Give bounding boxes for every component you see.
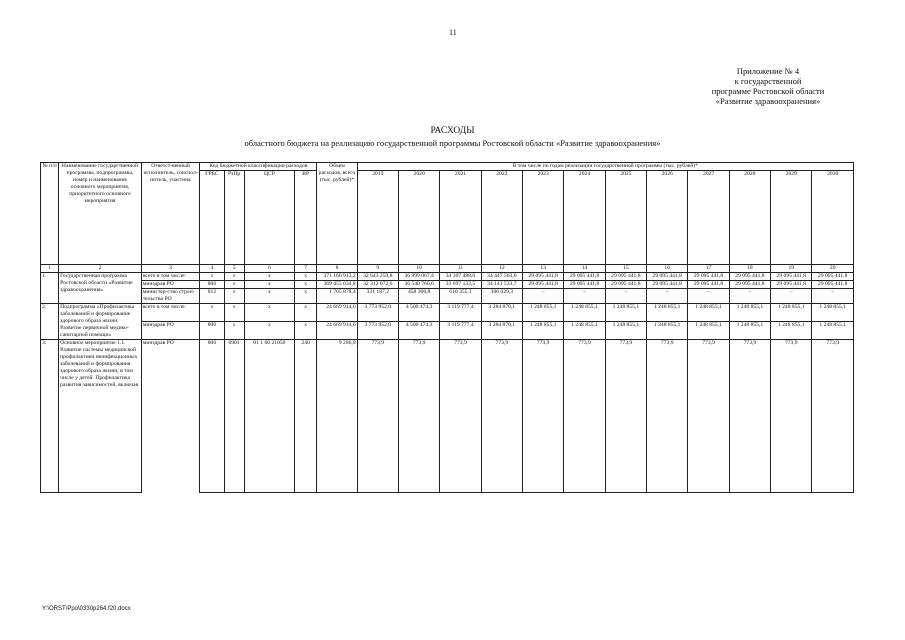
- row-csr: х: [244, 273, 294, 281]
- row-year-value: 331 187,2: [357, 289, 398, 304]
- row-year-value: 306 029,3: [481, 289, 522, 304]
- row-grbs: 806: [200, 322, 224, 340]
- row-executor: всего в том числе:: [141, 304, 199, 322]
- row-year-value: 3 284 870,1: [481, 304, 522, 322]
- row-year-value: 1 248 855,1: [812, 304, 854, 322]
- appendix-line: программе Ростовской области: [711, 86, 825, 96]
- row-year-value: 29 095 441,8: [812, 281, 854, 289]
- row-year-value: 1 248 855,1: [564, 322, 605, 340]
- header-years-group: В том числе по годам реализации государственной программы (тыс. рублей)*: [357, 163, 853, 171]
- row-year-value: –: [688, 289, 729, 304]
- header-year: 2027: [688, 171, 729, 265]
- row-year-value: 34 141 533,7: [481, 281, 522, 289]
- row-vr: х: [295, 281, 317, 289]
- row-year-value: 29 095 441,8: [688, 281, 729, 289]
- header-executor: Ответст-венный исполнитель, соиспол-нитель, участник: [141, 163, 199, 265]
- row-year-value: 1 248 855,1: [523, 322, 564, 340]
- header-vr: ВР: [295, 171, 317, 265]
- row-year-value: –: [605, 289, 646, 304]
- row-year-value: 3 119 777,4: [440, 322, 481, 340]
- row-total: 24 669 914,6: [317, 322, 357, 340]
- row-year-value: 29 095 441,8: [647, 273, 688, 281]
- row-year-value: 773,9: [564, 340, 605, 493]
- row-year-value: 29 095 441,8: [564, 273, 605, 281]
- column-number: 14: [564, 265, 605, 273]
- row-year-value: 1 248 855,1: [812, 322, 854, 340]
- column-number: 4: [200, 265, 224, 273]
- row-csr: х: [244, 289, 294, 304]
- row-year-value: 29 095 441,8: [647, 281, 688, 289]
- column-number: 17: [688, 265, 729, 273]
- row-year-value: 773,9: [357, 340, 398, 493]
- table-row: [41, 322, 854, 340]
- column-number: 6: [244, 265, 294, 273]
- table-row: [41, 289, 854, 304]
- row-year-value: 773,9: [812, 340, 854, 493]
- row-year-value: 1 248 855,1: [564, 304, 605, 322]
- row-executor: всего в том числе:: [141, 273, 199, 281]
- row-rzpr: х: [224, 273, 244, 281]
- column-number: 13: [523, 265, 564, 273]
- header-rzpr: РзПр: [224, 171, 244, 265]
- row-executor: министер-ство строи-тельства РО: [141, 289, 199, 304]
- header-volume: Объем расходов, всего (тыс. рублей)*: [317, 163, 357, 265]
- header-year: 2021: [440, 171, 481, 265]
- row-year-value: 29 095 441,8: [688, 273, 729, 281]
- row-year-value: 29 095 441,8: [564, 281, 605, 289]
- row-vr: 240: [295, 340, 317, 493]
- row-year-value: 29 095 441,8: [523, 273, 564, 281]
- row-year-value: 1 248 855,1: [688, 304, 729, 322]
- row-vr: х: [295, 289, 317, 304]
- row-year-value: 3 284 870,1: [481, 322, 522, 340]
- document-subtitle: областного бюджета на реализацию государственной программы Ростовской области «Развитие здравоохранения»: [244, 138, 661, 148]
- table-row: [41, 340, 854, 493]
- row-vr: х: [295, 304, 317, 322]
- column-number: 12: [481, 265, 522, 273]
- row-csr: х: [244, 322, 294, 340]
- row-rzpr: х: [224, 304, 244, 322]
- header-code-group: Код бюджетной классификации расходов: [200, 163, 317, 171]
- row-grbs: 806: [200, 281, 224, 289]
- row-year-value: 1 248 855,1: [729, 304, 770, 322]
- row-csr: х: [244, 281, 294, 289]
- row-name: Подпрограмма «Профилактика заболеваний и формирование здорового образа жизни. Развитие первичной медико-санитарной помощи»: [59, 304, 142, 340]
- row-total: 9 286,8: [317, 340, 357, 493]
- row-year-value: 3 773 952,0: [357, 322, 398, 340]
- row-year-value: 1 248 855,1: [605, 304, 646, 322]
- row-grbs: х: [200, 304, 224, 322]
- row-year-value: 34 307 488,6: [440, 273, 481, 281]
- row-year-value: 29 095 441,8: [605, 273, 646, 281]
- row-executor: минздрав РО: [141, 322, 199, 340]
- row-year-value: 29 095 441,8: [605, 281, 646, 289]
- row-year-value: 1 248 855,1: [647, 304, 688, 322]
- row-year-value: 29 095 441,8: [523, 281, 564, 289]
- row-year-value: –: [564, 289, 605, 304]
- row-year-value: 773,9: [605, 340, 646, 493]
- row-year-value: 29 095 441,8: [812, 273, 854, 281]
- appendix-line: к государственной: [734, 76, 802, 86]
- row-year-value: –: [771, 289, 812, 304]
- table-row: [41, 273, 854, 281]
- header-year: 2030: [812, 171, 854, 265]
- row-grbs: х: [200, 273, 224, 281]
- column-number: 20: [812, 265, 854, 273]
- column-number: 7: [295, 265, 317, 273]
- column-number: 8: [317, 265, 357, 273]
- row-grbs: 806: [200, 340, 224, 493]
- file-path-footer: Y:\ORST\Ppo\0330p264.f20.docx: [42, 606, 131, 612]
- row-year-value: 29 095 441,8: [771, 281, 812, 289]
- row-total: 24 669 914,6: [317, 304, 357, 322]
- row-year-value: –: [647, 289, 688, 304]
- table-row: [41, 281, 854, 289]
- row-number: 2.: [41, 304, 59, 340]
- row-year-value: 773,9: [481, 340, 522, 493]
- header-year: 2024: [564, 171, 605, 265]
- row-year-value: 773,9: [398, 340, 439, 493]
- column-number: 3: [141, 265, 199, 273]
- row-name: Основное мероприятие 1.1. Развитие системы медицинской профилактики неинфекционных заболеваний и формирования здорового образа жизни, в том числе у детей. Профилактика развития зависимостей, включая: [59, 340, 142, 493]
- row-year-value: 610 355,1: [440, 289, 481, 304]
- row-year-value: 3 773 952,0: [357, 304, 398, 322]
- row-year-value: 29 095 441,8: [729, 281, 770, 289]
- appendix-block: [690, 66, 846, 106]
- appendix-line: Приложение № 4: [736, 66, 800, 76]
- row-executor: минздрав РО: [141, 281, 199, 289]
- row-year-value: 34 447 563,0: [481, 273, 522, 281]
- header-year: 2026: [647, 171, 688, 265]
- budget-table: [40, 162, 854, 493]
- row-total: 369 455 034,8: [317, 281, 357, 289]
- column-number: 19: [771, 265, 812, 273]
- row-year-value: 773,9: [440, 340, 481, 493]
- header-year: 2022: [481, 171, 522, 265]
- row-total: 1 705 878,4: [317, 289, 357, 304]
- header-year: 2028: [729, 171, 770, 265]
- row-total: 371 160 913,2: [317, 273, 357, 281]
- row-rzpr: 0901: [224, 340, 244, 493]
- row-year-value: –: [812, 289, 854, 304]
- document-title: РАСХОДЫ: [430, 126, 475, 136]
- header-year: 2023: [523, 171, 564, 265]
- column-number: 15: [605, 265, 646, 273]
- row-year-value: 773,9: [729, 340, 770, 493]
- row-rzpr: х: [224, 322, 244, 340]
- row-year-value: 32 643 259,8: [357, 273, 398, 281]
- row-year-value: –: [523, 289, 564, 304]
- row-year-value: 773,9: [771, 340, 812, 493]
- row-grbs: 812: [200, 289, 224, 304]
- column-number: 18: [729, 265, 770, 273]
- row-year-value: 1 248 855,1: [771, 304, 812, 322]
- row-year-value: 1 248 855,1: [647, 322, 688, 340]
- header-year: 2019: [357, 171, 398, 265]
- row-number: 3.: [41, 340, 59, 493]
- row-year-value: 32 312 072,6: [357, 281, 398, 289]
- row-year-value: 1 248 855,1: [688, 322, 729, 340]
- row-year-value: –: [729, 289, 770, 304]
- row-csr: 01 1 00 21050: [244, 340, 294, 493]
- row-year-value: 773,9: [688, 340, 729, 493]
- row-vr: х: [295, 273, 317, 281]
- column-number: 10: [398, 265, 439, 273]
- row-year-value: 1 248 855,1: [771, 322, 812, 340]
- row-year-value: 1 248 855,1: [523, 304, 564, 322]
- header-year: 2029: [771, 171, 812, 265]
- appendix-line: «Развитие здравоохранения»: [715, 96, 821, 106]
- table-row: [41, 304, 854, 322]
- row-year-value: 33 697 133,5: [440, 281, 481, 289]
- header-grbs: ГРБС: [200, 171, 224, 265]
- row-number: 1.: [41, 273, 59, 304]
- row-year-value: 4 500 474,3: [398, 322, 439, 340]
- row-year-value: 1 248 855,1: [729, 322, 770, 340]
- row-year-value: 36 540 760,6: [398, 281, 439, 289]
- header-year: 2025: [605, 171, 646, 265]
- column-number: 9: [357, 265, 398, 273]
- row-rzpr: х: [224, 281, 244, 289]
- row-year-value: 4 500 474,3: [398, 304, 439, 322]
- column-number: 5: [224, 265, 244, 273]
- row-year-value: 29 095 441,8: [771, 273, 812, 281]
- row-year-value: 1 248 855,1: [605, 322, 646, 340]
- header-num: № п/п: [41, 163, 59, 265]
- column-number: 1: [41, 265, 59, 273]
- row-csr: х: [244, 304, 294, 322]
- row-year-value: 773,9: [647, 340, 688, 493]
- column-number: 16: [647, 265, 688, 273]
- header-year: 2020: [398, 171, 439, 265]
- page-number: 11: [449, 28, 457, 37]
- row-vr: х: [295, 322, 317, 340]
- row-executor: минздрав РО: [141, 340, 199, 493]
- header-csr: ЦСР: [244, 171, 294, 265]
- row-name: Государственная программа Ростовской области «Развитие здравоохранения»: [59, 273, 142, 304]
- header-name: Наименование государственной программы, подпрограммы, номер и наименование основного мероприятия, приоритетного основного мероприятия: [59, 163, 142, 265]
- column-number: 2: [59, 265, 142, 273]
- row-rzpr: х: [224, 289, 244, 304]
- row-year-value: 36 999 067,4: [398, 273, 439, 281]
- row-year-value: 458 306,8: [398, 289, 439, 304]
- row-year-value: 773,9: [523, 340, 564, 493]
- row-year-value: 29 095 441,8: [729, 273, 770, 281]
- row-year-value: 3 119 777,4: [440, 304, 481, 322]
- column-number: 11: [440, 265, 481, 273]
